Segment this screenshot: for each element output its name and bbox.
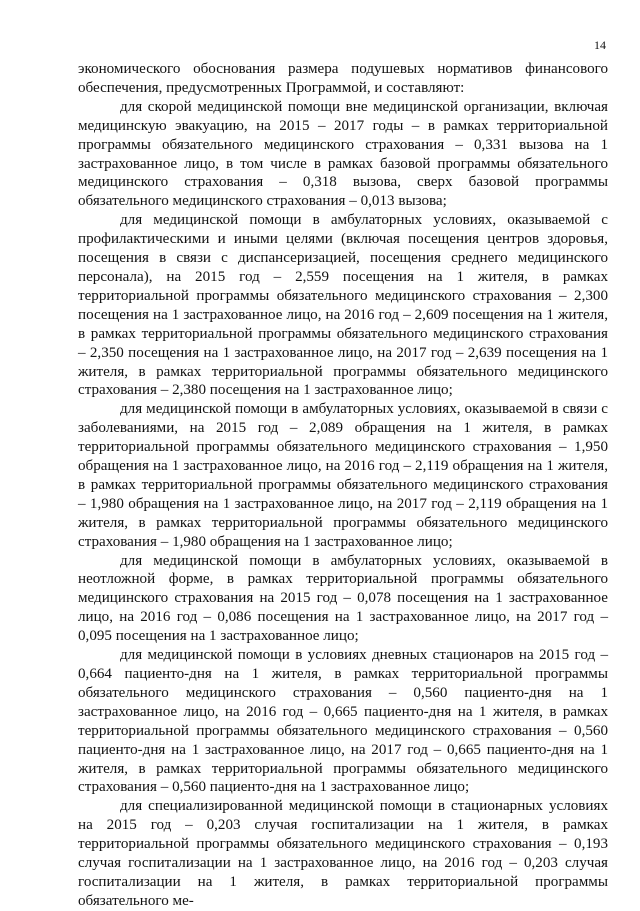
page-number: 14 xyxy=(594,38,606,52)
paragraph-emergency-care: для скорой медицинской помощи вне медицинской организации, включая медицинскую эвакуацию, на 2015 – 2017 годы – в рамках территориальной программы обязательного медицинского страхования – 0,331 вызова на 1 застрахованное лицо, в том числе в рамках базовой программы обязательного медицинского страхования – 0,318 вызова, сверх базовой программы обязательного медицинского страхования – 0,013 вызова; xyxy=(78,98,608,210)
paragraph-outpatient-urgent: для медицинской помощи в амбулаторных условиях, оказываемой в неотложной форме, в рамках территориальной программы обязательного медицинского страхования на 2015 год – 0,078 посещения на 1 застрахованное лицо, на 2016 год – 0,086 посещения на 1 застрахованное лицо, на 2017 год – 0,095 посещения на 1 застрахованное лицо; xyxy=(78,552,608,645)
paragraph-outpatient-preventive: для медицинской помощи в амбулаторных условиях, оказываемой с профилактическими и иными целями (включая посещения центров здоровья, посещения в связи с диспансеризацией, посещения среднего медицинского персонала), на 2015 год – 2,559 посещения на 1 жителя, в рамках территориальной программы обязательного медицинского страхования – 2,300 посещения на 1 застрахованное лицо, на 2016 год – 2,609 посещения на 1 жителя, в рамках территориальной программы обязательного медицинского страхования – 2,350 посещения на 1 застрахованное лицо, на 2017 год – 2,639 посещения на 1 жителя, в рамках территориальной программы обязательного медицинского страхования – 2,380 посещения на 1 застрахованное лицо; xyxy=(78,212,608,399)
document-body xyxy=(78,60,608,911)
paragraph-day-hospital: для медицинской помощи в условиях дневных стационаров на 2015 год – 0,664 пациенто-дня на 1 жителя, в рамках территориальной программы обязательного медицинского страхования – 0,560 пациенто-дня на 1 застрахованное лицо, на 2016 год – 0,665 пациенто-дня на 1 жителя, в рамках территориальной программы обязательного медицинского страхования – 0,560 пациенто-дня на 1 застрахованное лицо, на 2017 год – 0,665 пациенто-дня на 1 жителя, в рамках территориальной программы обязательного медицинского страхования – 0,560 пациенто-дня на 1 застрахованное лицо; xyxy=(78,647,608,796)
paragraph-intro: экономического обоснования размера подушевых нормативов финансового обеспечения, предусмотренных Программой, и составляют: xyxy=(78,61,608,96)
paragraph-outpatient-disease: для медицинской помощи в амбулаторных условиях, оказываемой в связи с заболеваниями, на 2015 год – 2,089 обращения на 1 жителя, в рамках территориальной программы обязательного медицинского страхования – 1,950 обращения на 1 застрахованное лицо, на 2016 год – 2,119 обращения на 1 жителя, в рамках территориальной программы обязательного медицинского страхования – 1,980 обращения на 1 застрахованное лицо, на 2017 год – 2,119 обращения на 1 жителя, в рамках территориальной программы обязательного медицинского страхования – 1,980 обращения на 1 застрахованное лицо; xyxy=(78,401,608,550)
paragraph-inpatient-specialized: для специализированной медицинской помощи в стационарных условиях на 2015 год – 0,203 случая госпитализации на 1 жителя, в рамках территориальной программы обязательного медицинского страхования – 0,193 случая госпитализации на 1 застрахованное лицо, на 2016 год – 0,203 случая госпитализации на 1 жителя, в рамках территориальной программы обязательного ме- xyxy=(78,798,608,909)
